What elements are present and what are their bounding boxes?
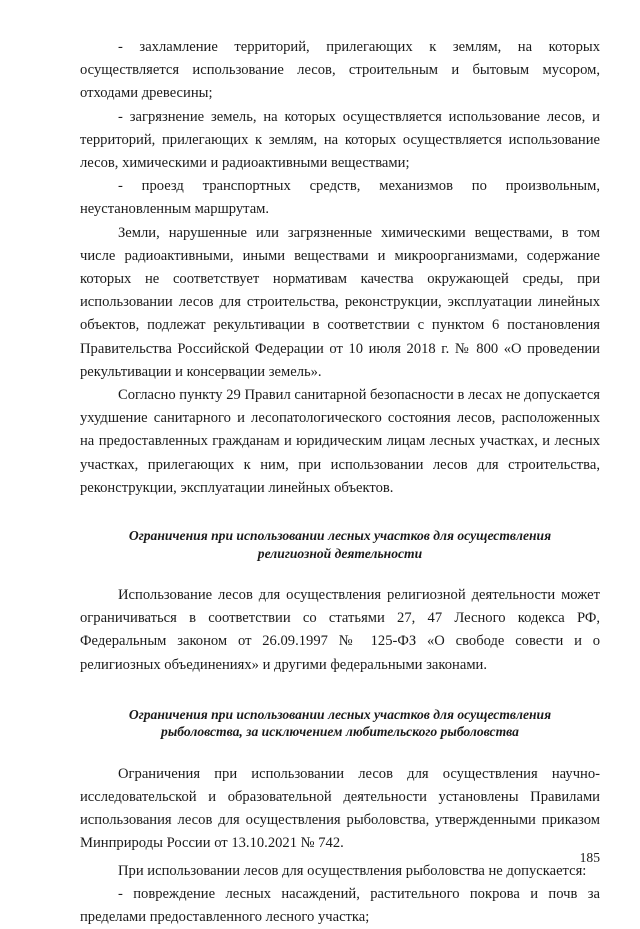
- paragraph-littering: - захламление территорий, прилегающих к землям, на которых осуществляется использование лесов, строительным и бытовым мусором, отходами древесины;: [80, 39, 600, 102]
- page-number: 185: [579, 850, 600, 865]
- document-page: [80, 36, 600, 929]
- paragraph-fishing-prohibited: При использовании лесов для осуществления рыболовства не допускается:: [118, 862, 587, 879]
- paragraph-religious-activity: Использование лесов для осуществления религиозной деятельности может ограничиваться в соответствии со статьями 27, 47 Лесного кодекса РФ, Федеральным законом от 26.09.1997 № 125-ФЗ «О свободе совести и о религиозных объединениях» и другими федеральными законами.: [80, 587, 600, 673]
- paragraph-recultivation: Земли, нарушенные или загрязненные химическими веществами, в том числе радиоактивными, иными веществами и микроорганизмами, содержание которых не соответствует нормативам качества окружающей среды, при использовании лесов для строительства, реконструкции, эксплуатации линейных объектов, подлежат рекультивации в соответствии с пунктом 6 постановления Правительства Российской Федерации от 10 июля 2018 г. № 800 «О проведении рекультивации и консервации земель».: [80, 224, 600, 380]
- paragraph-vegetation-damage: - повреждение лесных насаждений, растительного покрова и почв за пределами предоставленного лесного участка;: [80, 885, 600, 926]
- paragraph-vehicle-passage: - проезд транспортных средств, механизмов по произвольным, неустановленным маршрутам.: [80, 178, 600, 218]
- paragraph-contamination: - загрязнение земель, на которых осуществляется использование лесов, и территорий, прилегающих к землям, на которых осуществляется использование лесов, химическими и радиоактивными веществами;: [80, 108, 600, 172]
- section-heading-religious: Ограничения при использовании лесных участков для осуществления религиозной деятельности: [128, 528, 552, 561]
- paragraph-fishing-rules: Ограничения при использовании лесов для осуществления научно-исследовательской и образовательной деятельности установлены Правилами использования лесов для осуществления рыболовства, утвержденными приказом Минприроды России от 13.10.2021 № 742.: [80, 765, 600, 852]
- paragraph-sanitary-rules: Согласно пункту 29 Правил санитарной безопасности в лесах не допускается ухудшение санитарного и лесопатологического состояния лесов, расположенных на предоставленных гражданам и юридическим лицам лесных участках, и лесных участках, прилегающих к ним, при использовании лесов для строительства, реконструкции, эксплуатации линейных объектов.: [80, 387, 601, 496]
- section-heading-fishing: Ограничения при использовании лесных участков для осуществления рыболовства, за исключением любительского рыболовства: [128, 706, 552, 740]
